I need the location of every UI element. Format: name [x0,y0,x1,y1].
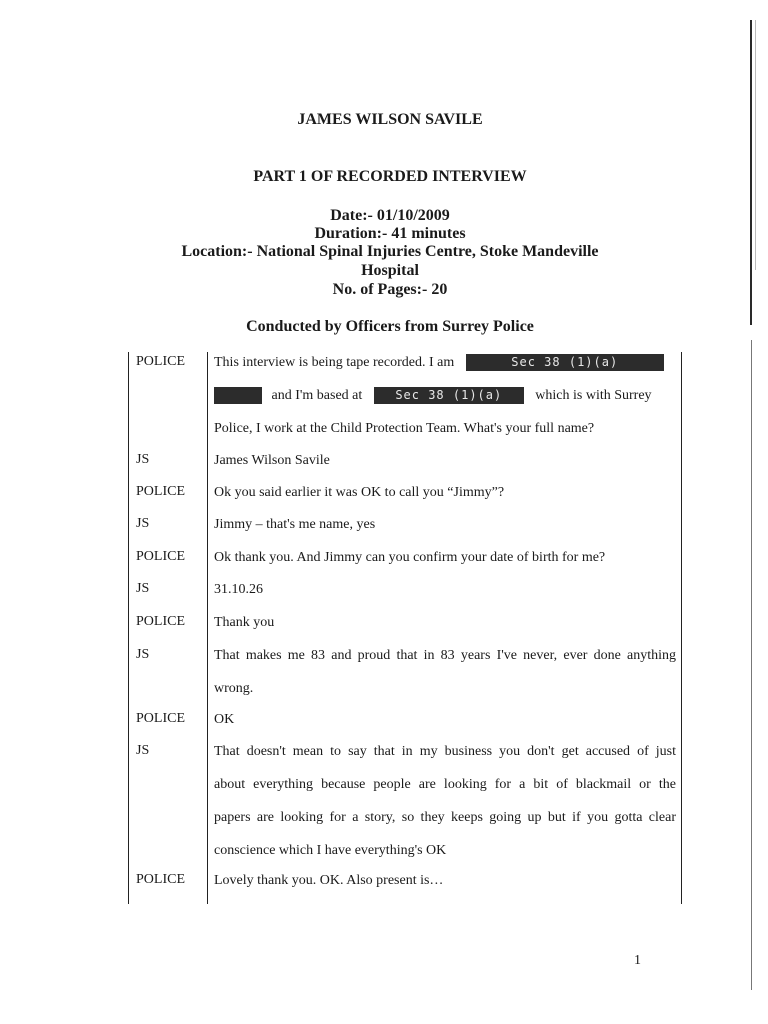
utterance-text: This interview is being tape recorded. I am [214,355,455,370]
scan-edge-line [751,340,752,990]
utterance-text: and I'm based at [271,388,363,403]
utterance [214,735,676,867]
utterance-line: OK [214,712,235,727]
interview-duration: Duration:- 41 minutes [314,225,466,242]
page-count: No. of Pages:- 20 [332,281,448,298]
speaker-label: POLICE [136,711,185,726]
utterance-line: Lovely thank you. OK. Also present is… [214,873,444,888]
interview-date: Date:- 01/10/2009 [330,207,450,224]
utterance [214,639,676,705]
document-title: JAMES WILSON SAVILE [297,111,483,128]
document-subtitle: PART 1 OF RECORDED INTERVIEW [253,168,527,185]
utterance [214,508,676,541]
speaker-label: JS [136,581,150,596]
speaker-label: JS [136,516,150,531]
utterance-line [214,379,676,412]
utterance-line: Police, I work at the Child Protection Team. What's your full name? [214,421,595,436]
utterance-line: Jimmy – that's me name, yes [214,517,376,532]
utterance-line: about everything because people are looking for a bit of blackmail or the [214,777,676,792]
speaker-label: POLICE [136,354,185,369]
utterance-line: Thank you [214,615,275,630]
redaction-block: Sec 38 (1)(a) [374,387,524,404]
speaker-label: POLICE [136,614,185,629]
utterance [214,346,676,445]
speaker-label: POLICE [136,484,185,499]
redaction-block: Sec 38 (1)(a) [466,354,664,371]
redaction-block [214,387,262,404]
utterance [214,476,676,509]
utterance-line: papers are looking for a story, so they keeps going up but if you gotta clear [214,810,676,825]
utterance-line: Ok thank you. And Jimmy can you confirm your date of birth for me? [214,550,606,565]
speaker-label: JS [136,647,150,662]
utterance-line: James Wilson Savile [214,453,330,468]
table-border-right [681,352,682,904]
speaker-label: POLICE [136,872,185,887]
utterance [214,703,676,736]
utterance-text: which is with Surrey [535,388,652,403]
utterance-line: conscience which I have everything's OK [214,843,447,858]
conducted-by: Conducted by Officers from Surrey Police [246,318,534,335]
utterance [214,864,676,897]
utterance-line: 31.10.26 [214,582,263,597]
page-number: 1 [634,953,641,968]
utterance-line [214,346,676,379]
utterance-line: wrong. [214,681,254,696]
utterance [214,573,676,606]
utterance-line: Ok you said earlier it was OK to call you “Jimmy”? [214,485,505,500]
interview-location: Location:- National Spinal Injuries Centre, Stoke Mandeville [181,243,599,260]
table-column-divider [207,352,208,904]
interview-location-cont: Hospital [361,262,419,279]
table-border-left [128,352,129,904]
utterance-line: That doesn't mean to say that in my business you don't get accused of just [214,744,676,759]
speaker-label: POLICE [136,549,185,564]
speaker-label: JS [136,452,150,467]
utterance [214,444,676,477]
utterance [214,541,676,574]
utterance-line: That makes me 83 and proud that in 83 years I've never, ever done anything [214,648,676,663]
utterance [214,606,676,639]
speaker-label: JS [136,743,150,758]
